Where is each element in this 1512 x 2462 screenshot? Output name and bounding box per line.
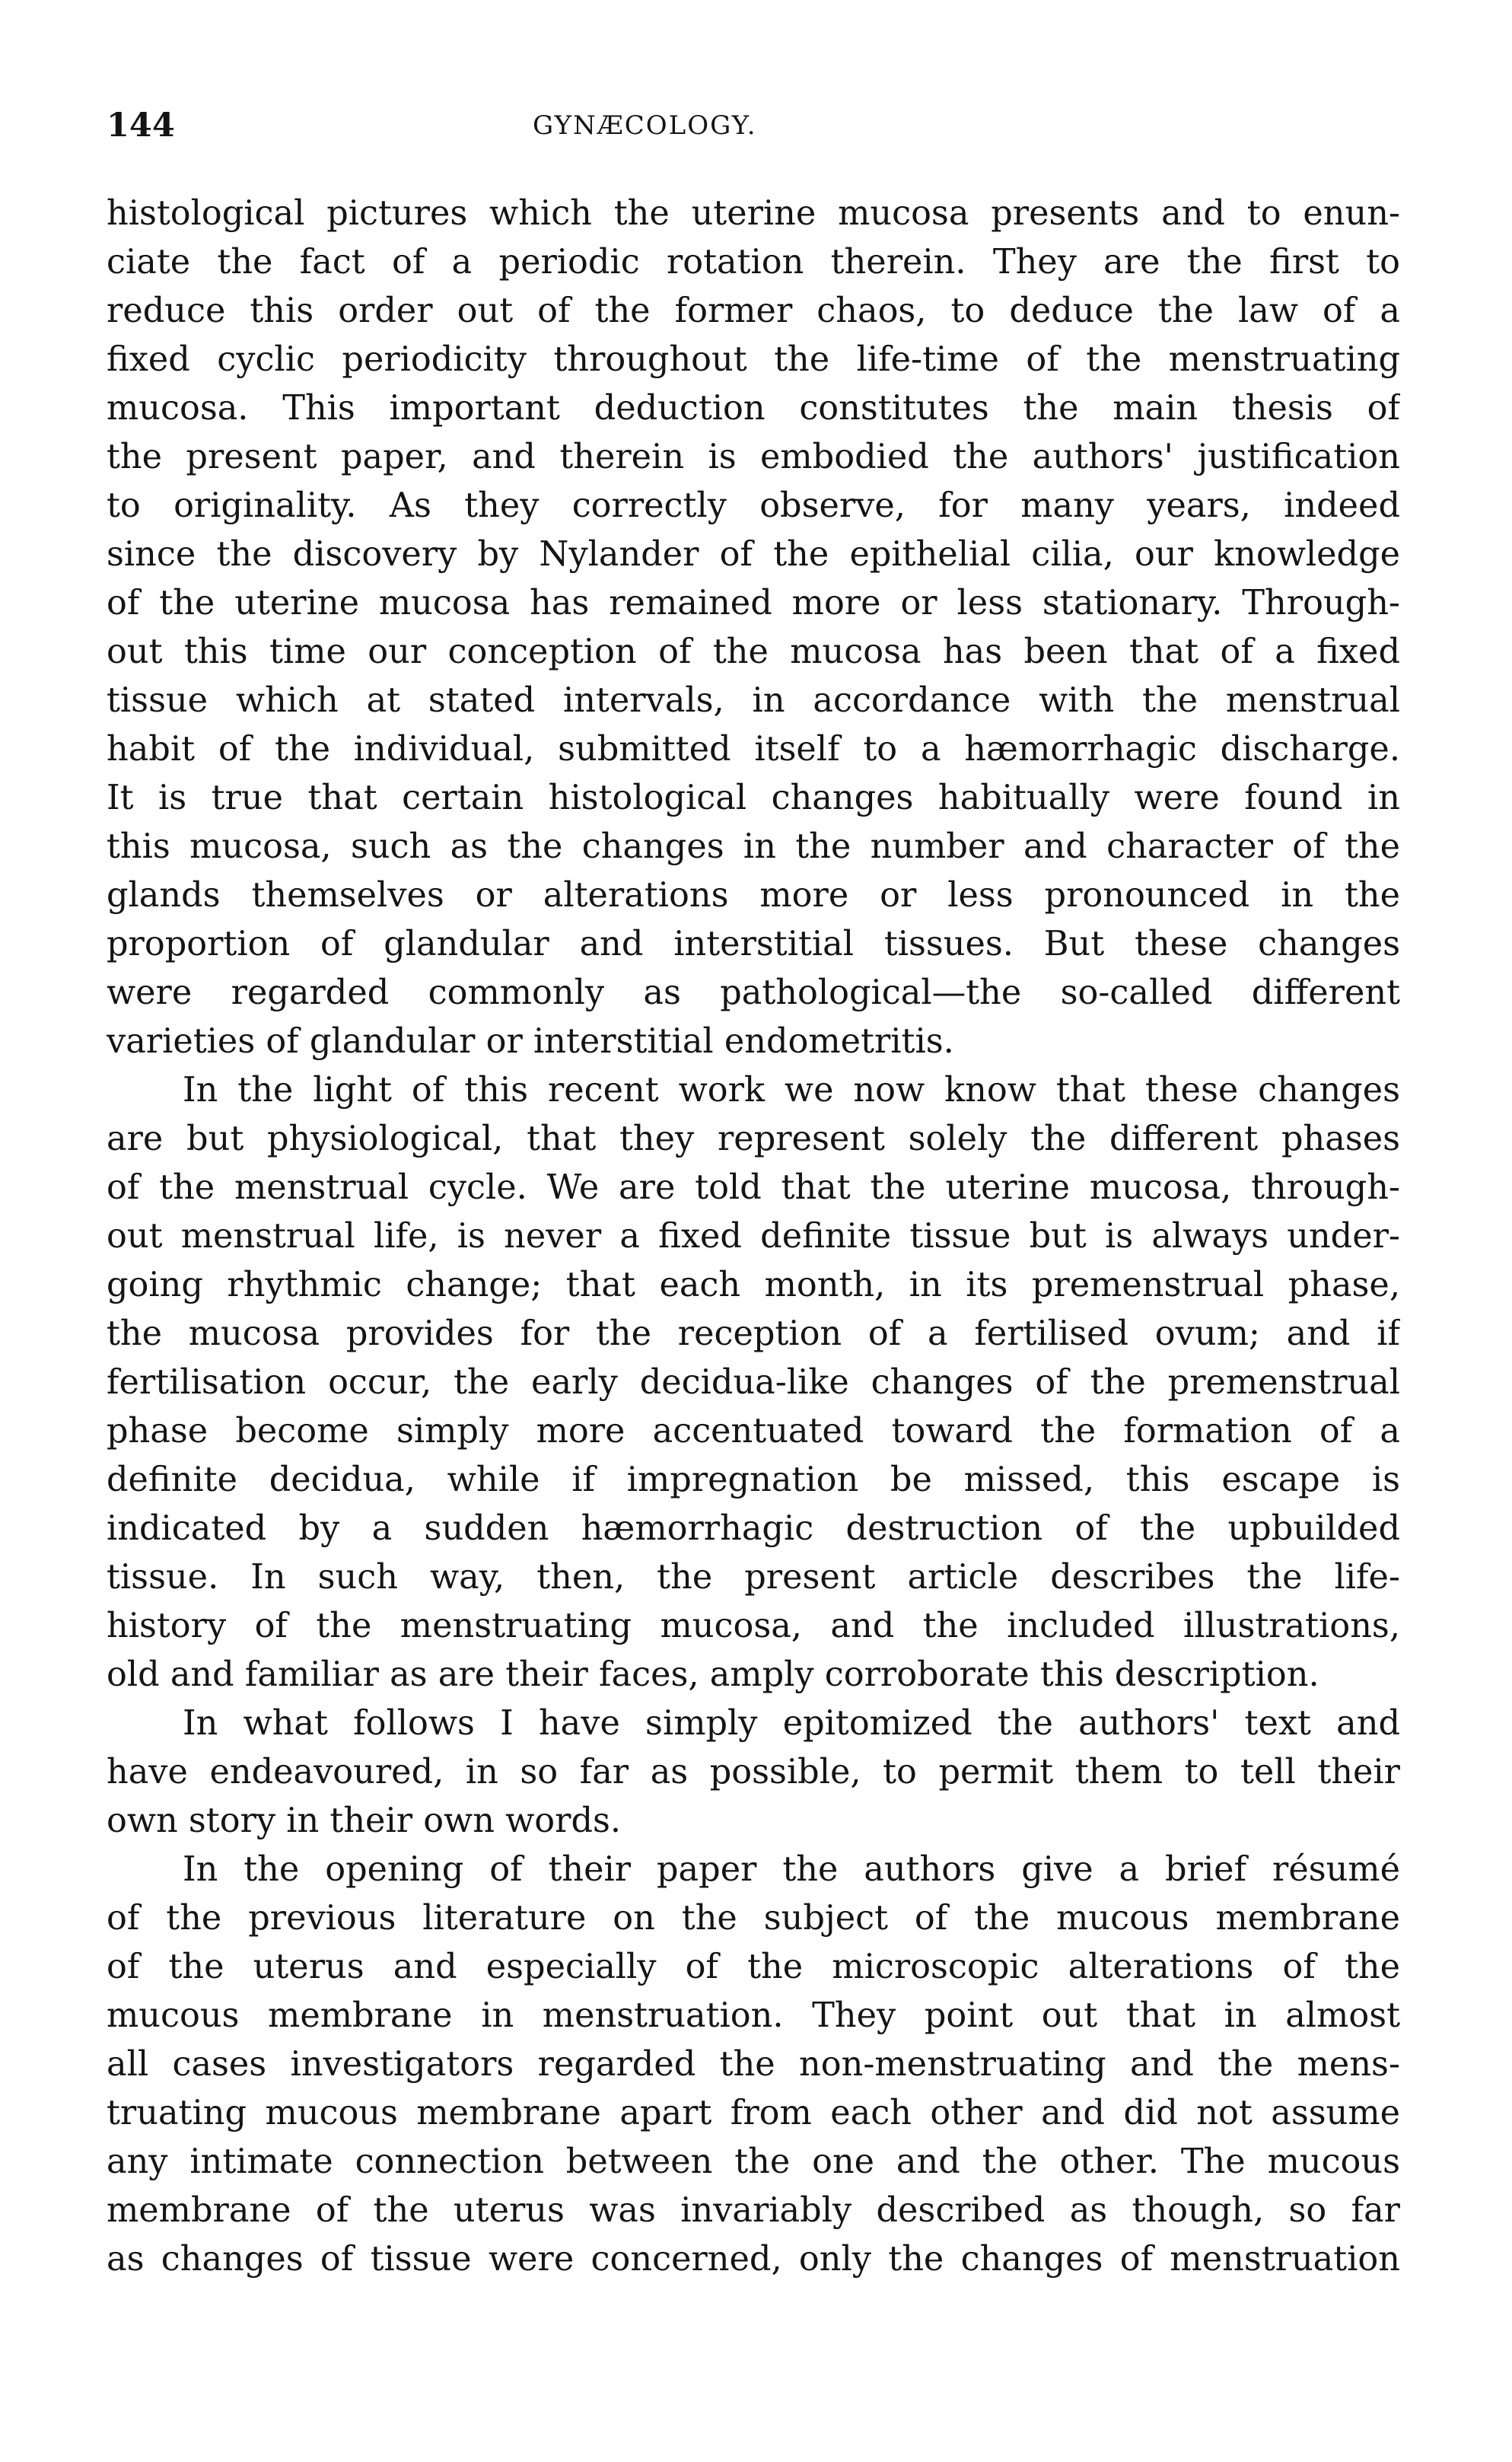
text-line: out this time our conception of the mucosa has been that of a fixed [107, 632, 1400, 671]
text-line: are but physiological, that they represent solely the different phases [107, 1119, 1400, 1158]
text-line: this mucosa, such as the changes in the number and character of the [107, 827, 1400, 866]
text-line: going rhythmic change; that each month, in its premenstrual phase, [107, 1265, 1400, 1304]
text-line: proportion of glandular and interstitial tissues. But these changes [107, 924, 1400, 963]
text-line: history of the menstruating mucosa, and the included illustrations, [107, 1606, 1400, 1645]
text-line: indicated by a sudden hæmorrhagic destruction of the upbuilded [107, 1508, 1400, 1548]
text-line: all cases investigators regarded the non-menstruating and the mens- [107, 2044, 1400, 2084]
text-line: of the menstrual cycle. We are told that the uterine mucosa, through- [107, 1167, 1400, 1207]
text-line: of the previous literature on the subject of the mucous membrane [107, 1898, 1400, 1938]
text-line: tissue. In such way, then, the present article describes the life- [107, 1557, 1400, 1597]
body-text [107, 189, 1400, 2283]
page-number: 144 [107, 107, 175, 145]
text-line: definite decidua, while if impregnation be missed, this escape is [107, 1460, 1400, 1499]
text-line: In the opening of their paper the authors give a brief résumé [183, 1849, 1400, 1889]
text-line: any intimate connection between the one and the other. The mucous [107, 2142, 1400, 2181]
text-line: have endeavoured, in so far as possible, to permit them to tell their [107, 1752, 1400, 1792]
text-line: mucosa. This important deduction constitutes the main thesis of [107, 388, 1400, 428]
text-line: tissue which at stated intervals, in accordance with the menstrual [107, 680, 1400, 720]
text-line: mucous membrane in menstruation. They point out that in almost [107, 1995, 1400, 2035]
text-line: histological pictures which the uterine mucosa presents and to enun- [107, 193, 1400, 233]
text-line: fixed cyclic periodicity throughout the life-time of the menstruating [107, 339, 1400, 379]
text-line: fertilisation occur, the early decidua-like changes of the premenstrual [107, 1362, 1400, 1402]
text-line: truating mucous membrane apart from each other and did not assume [107, 2093, 1400, 2132]
text-line: own story in their own words. [107, 1801, 622, 1840]
text-line: phase become simply more accentuated toward the formation of a [107, 1411, 1400, 1451]
text-line: varieties of glandular or interstitial endometritis. [107, 1021, 954, 1061]
text-line: out menstrual life, is never a fixed definite tissue but is always under- [107, 1216, 1400, 1256]
text-line: old and familiar as are their faces, amply corroborate this description. [107, 1655, 1319, 1694]
text-line: membrane of the uterus was invariably described as though, so far [107, 2190, 1400, 2230]
text-line: reduce this order out of the former chaos, to deduce the law of a [107, 291, 1400, 330]
text-line: habit of the individual, submitted itself to a hæmorrhagic discharge. [107, 729, 1400, 769]
text-line: of the uterus and especially of the microscopic alterations of the [107, 1947, 1400, 1986]
text-line: It is true that certain histological changes habitually were found in [107, 778, 1400, 817]
text-line: to originality. As they correctly observe, for many years, indeed [107, 486, 1400, 525]
text-line: since the discovery by Nylander of the epithelial cilia, our knowledge [107, 534, 1400, 574]
text-line: the present paper, and therein is embodied the authors' justification [107, 437, 1400, 476]
text-line: In the light of this recent work we now know that these changes [183, 1070, 1400, 1110]
running-title: GYNÆCOLOGY. [533, 110, 757, 141]
text-line: glands themselves or alterations more or less pronounced in the [107, 875, 1400, 915]
text-line: as changes of tissue were concerned, only the changes of menstruation [107, 2239, 1400, 2279]
text-line: ciate the fact of a periodic rotation therein. They are the first to [107, 242, 1400, 282]
text-line: of the uterine mucosa has remained more or less stationary. Through- [107, 583, 1400, 623]
text-line: were regarded commonly as pathological—the so-called different [107, 973, 1400, 1012]
running-head [107, 103, 1400, 148]
text-line: In what follows I have simply epitomized the authors' text and [183, 1703, 1400, 1743]
text-line: the mucosa provides for the reception of a fertilised ovum; and if [107, 1314, 1400, 1353]
